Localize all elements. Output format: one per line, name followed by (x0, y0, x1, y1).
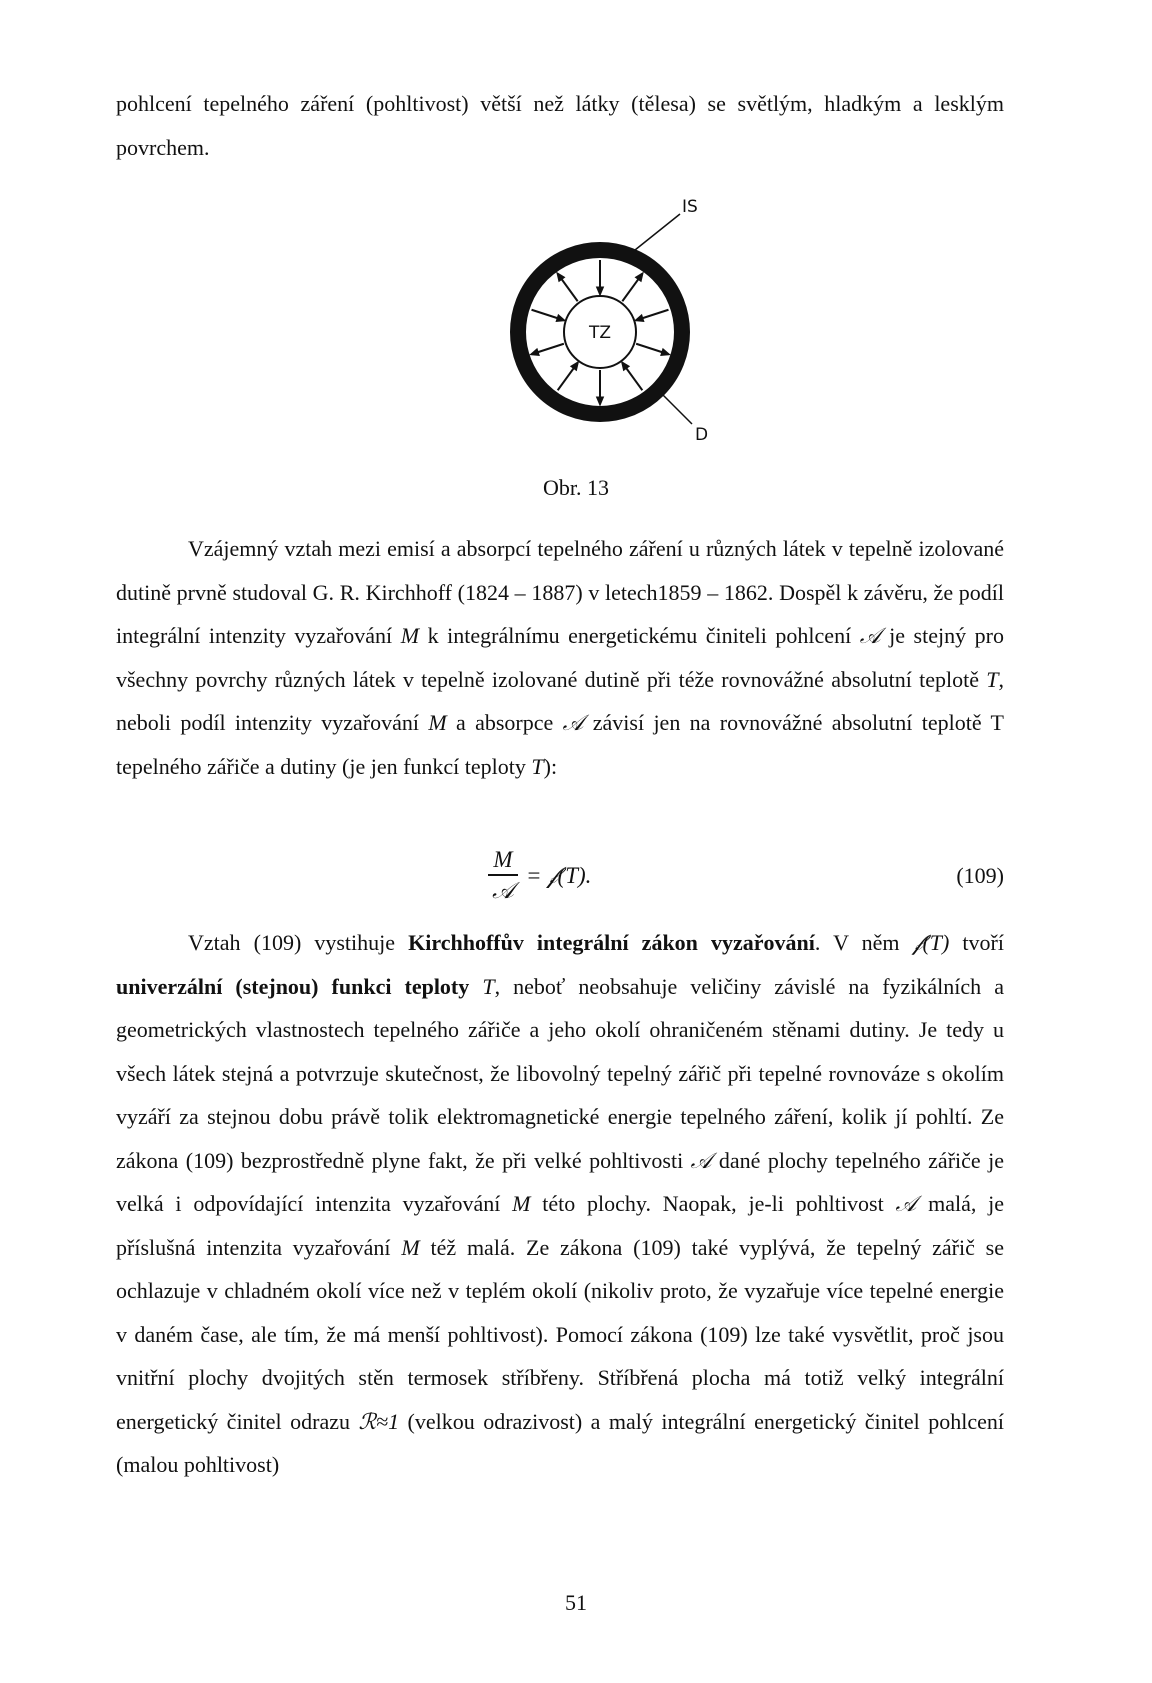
para3-text-9: též malá. Ze zákona (109) také vyplývá, že tepelný zářič se ochlazuje v chladném okolí více než v teplém okolí (nikoliv proto, že vyzařuje více tepelné energie v daném čase, ale tím, že má menší pohltivost). Pomocí zákona (109) lze také vysvětlit, proč jsou vnitřní plochy dvojitých stěn termosek stříbřeny. Stříbřená plocha má totiž velký integrální energetický činitel odrazu (116, 1234, 1005, 1434)
radiation-arrowhead (557, 316, 564, 321)
symbol-a: 𝒜 (859, 623, 881, 648)
radiation-arrowhead (532, 350, 539, 355)
figure-caption: Obr. 13 (543, 475, 609, 500)
para3-text-10: (velkou odrazivost) a malý integrální energetický činitel pohlcení (malou pohltivost) (116, 1408, 1004, 1477)
universal-function-term: univerzální (stejnou) funkci teploty (116, 973, 470, 999)
equation-number: (109) (956, 863, 1004, 888)
equation-denominator: 𝒜 (492, 877, 514, 903)
symbol-r: ℛ≈1 (358, 1408, 400, 1434)
para3-text-7: této plochy. Naopak, je-li pohltivost (530, 1191, 896, 1216)
symbol-m: M (512, 1191, 531, 1216)
para2-text-2: k integrálnímu energetickému činiteli pohlcení (419, 623, 860, 648)
para2-text-3: je stejný pro všechny povrchy různých látek v tepelně izolované dutině při téže rovnovážné absolutní teplotě (116, 623, 1004, 692)
intro-paragraph: pohlcení tepelného záření (pohltivost) větší než látky (tělesa) se světlým, hladkým a lesklým povrchem. (116, 91, 1004, 160)
para3-text-5: , neboť neobsahuje veličiny závislé na fyzikálních a geometrických vlastnostech tepelného zářiče a jeho okolí ohraničeném stěnami dutiny. Je tedy u všech látek stejná a potvrzuje skutečnost, že libovolný tepelný zářič při tepelné rovnováze s okolím vyzáří za stejnou dobu právě tolik elektromagnetické energie tepelného záření, kolik jí pohltí. Ze zákona (109) bezprostředně plyne fakt, že při velké pohltivosti (116, 973, 1004, 1173)
symbol-t: T (986, 666, 999, 692)
para3-text-3: tvoří (949, 930, 1004, 955)
d-leader-line (660, 392, 692, 424)
para3-text-8: malá, je příslušná intenzita vyzařování (116, 1191, 1004, 1260)
function-f: 𝒻(T) (912, 930, 950, 955)
para2-text-1: Vzájemný vztah mezi emisí a absorpcí tepelného záření u různých látek v tepelně izolované dutině prvně studoval G. R. Kirchhoff (1824 – 1887) v letech1859 – 1862. Dospěl k závěru, že podíl integrální intenzity vyzařování (116, 536, 1004, 648)
label-tz: TZ (588, 323, 612, 343)
cavity-diagram (470, 196, 730, 456)
symbol-m: M (401, 1234, 420, 1260)
para3-text-6: dané plochy tepelného zářiče je velká i odpovídající intenzita vyzařování (116, 1147, 1004, 1216)
symbol-a: 𝒜 (690, 1147, 712, 1173)
para2-text-7: ): (543, 753, 558, 779)
kirchhoff-paragraph (116, 527, 1004, 788)
equation-numerator: M (493, 847, 513, 872)
symbol-a: 𝒜 (895, 1191, 917, 1216)
is-leader-line (635, 214, 680, 250)
label-d: D (695, 425, 709, 445)
para2-text-5: a absorpce (446, 710, 563, 735)
equation-fraction (488, 846, 518, 906)
law-name: Kirchhoffův integrální zákon vyzařování (408, 930, 815, 955)
equation-rhs: = 𝒻(T). (526, 863, 592, 888)
symbol-m: M (400, 623, 420, 648)
radiation-arrowhead (662, 350, 669, 355)
symbol-m: M (428, 710, 447, 735)
radiation-arrowhead (597, 288, 602, 294)
symbol-t: T (482, 973, 495, 999)
law-paragraph (116, 921, 1004, 1487)
para2-text-6: závisí jen na rovnovážné absolutní teplotě T tepelného zářiče a dutiny (je jen funkcí teploty (116, 710, 1004, 779)
label-is: IS (682, 197, 698, 217)
radiation-arrowhead (597, 398, 602, 404)
para2-text-4: , neboli podíl intenzity vyzařování (116, 666, 1004, 735)
equation-109 (480, 846, 680, 916)
symbol-t: T (531, 753, 544, 779)
para3-text-2: . V něm (814, 930, 913, 955)
para3-text-1: Vztah (109) vystihuje (188, 930, 409, 955)
page-number: 51 (565, 1590, 587, 1615)
radiation-arrowhead (636, 316, 643, 321)
symbol-a: 𝒜 (562, 710, 584, 735)
para3-text-4 (469, 974, 482, 999)
